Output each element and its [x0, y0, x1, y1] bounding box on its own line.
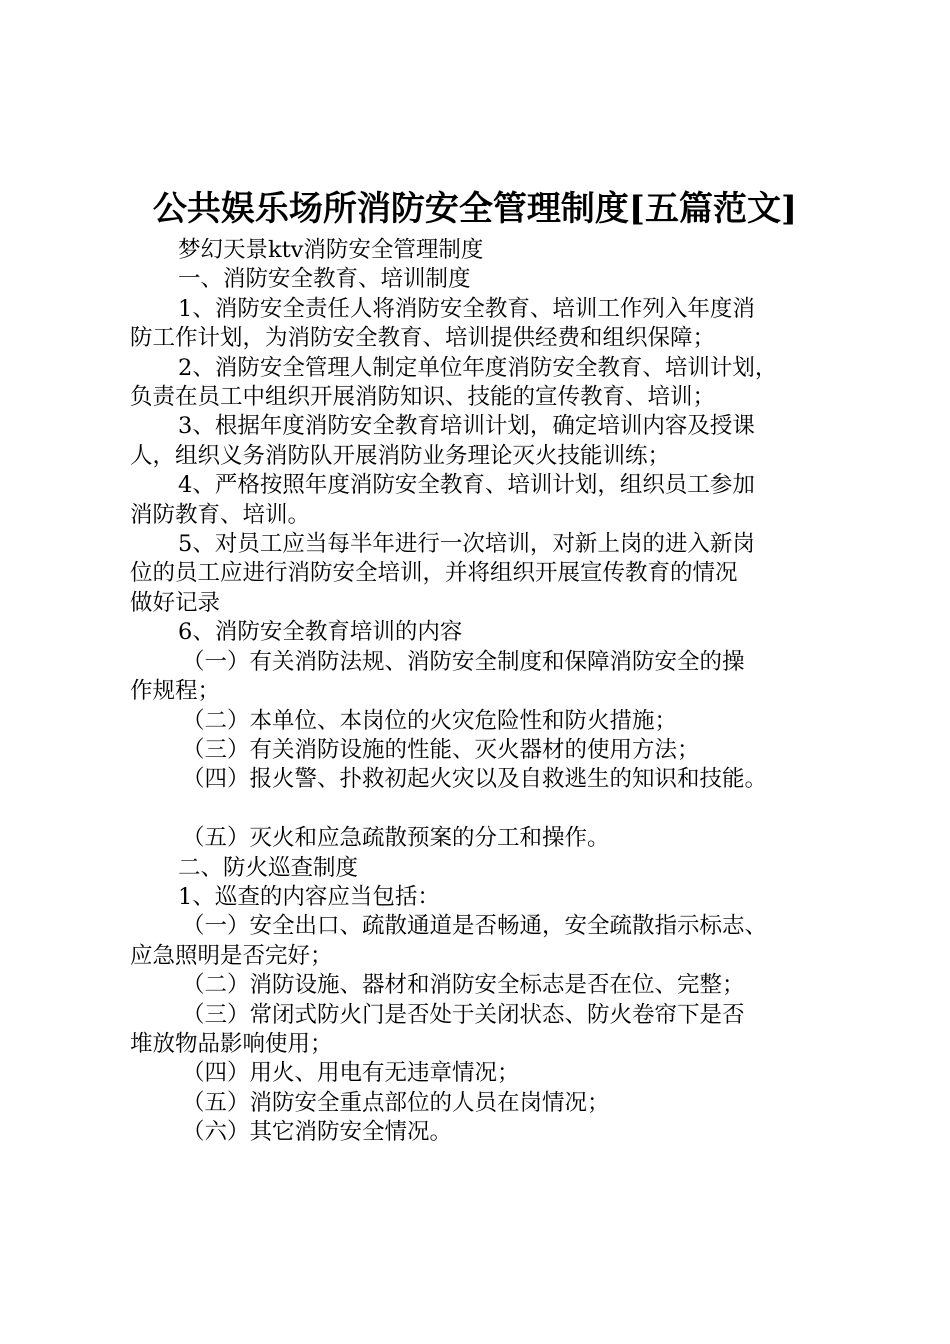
paragraph-line: 4、严格按照年度消防安全教育、培训计划，组织员工参加 [178, 472, 755, 499]
paragraph-line: （三）有关消防设施的性能、灭火器材的使用方法； [182, 736, 700, 763]
paragraph-line: 防工作计划，为消防安全教育、培训提供经费和组织保障； [130, 325, 716, 352]
paragraph-line: 作规程； [130, 678, 221, 705]
paragraph-line: 一、消防安全教育、培训制度 [178, 266, 471, 293]
paragraph-line: 二、防火巡查制度 [178, 854, 359, 881]
paragraph-line: （一）有关消防法规、消防安全制度和保障消防安全的操 [182, 648, 745, 675]
paragraph-line: 1、消防安全责任人将消防安全教育、培训工作列入年度消 [178, 295, 755, 322]
paragraph-line: 6、消防安全教育培训的内容 [178, 619, 463, 646]
paragraph-line: （二）本单位、本岗位的火灾危险性和防火措施； [182, 707, 678, 734]
paragraph-line: （五）消防安全重点部位的人员在岗情况； [182, 1089, 610, 1116]
paragraph-line: 消防教育、培训。 [130, 501, 311, 528]
paragraph-line: 5、对员工应当每半年进行一次培训，对新上岗的进入新岗 [178, 531, 755, 558]
paragraph-line: 1、巡查的内容应当包括： [178, 883, 440, 910]
paragraph-line: 负责在员工中组织开展消防知识、技能的宣传教育、培训； [130, 384, 716, 411]
paragraph-line: 应急照明是否完好； [130, 942, 333, 969]
document-title: 公共娱乐场所消防安全管理制度[五篇范文] [152, 189, 798, 229]
paragraph-line: （一）安全出口、疏散通道是否畅通，安全疏散指示标志、 [182, 913, 768, 940]
paragraph-line: 人，组织义务消防队开展消防业务理论灭火技能训练； [130, 442, 671, 469]
paragraph-line: 2、消防安全管理人制定单位年度消防安全教育、培训计划， [178, 354, 778, 381]
paragraph-line: （六）其它消防安全情况。 [182, 1119, 453, 1146]
paragraph-line: （五）灭火和应急疏散预案的分工和操作。 [182, 825, 610, 852]
paragraph-line: 堆放物品影响使用； [130, 1030, 333, 1057]
paragraph-line: （四）用火、用电有无违章情况； [182, 1060, 520, 1087]
paragraph-line: 3、根据年度消防安全教育培训计划，确定培训内容及授课 [178, 413, 755, 440]
paragraph-line: （二）消防设施、器材和消防安全标志是否在位、完整； [182, 972, 745, 999]
paragraph-line: 位的员工应进行消防安全培训，并将组织开展宣传教育的情况 [130, 560, 738, 587]
paragraph-line: （三）常闭式防火门是否处于关闭状态、防火卷帘下是否 [182, 1001, 745, 1028]
paragraph-line: 梦幻天景ktv消防安全管理制度 [178, 237, 484, 263]
paragraph-line: （四）报火警、扑救初起火灾以及自救逃生的知识和技能。 [182, 766, 768, 793]
document-body [130, 236, 850, 1148]
blank-line [130, 795, 850, 824]
paragraph-line: 做好记录 [130, 589, 221, 616]
